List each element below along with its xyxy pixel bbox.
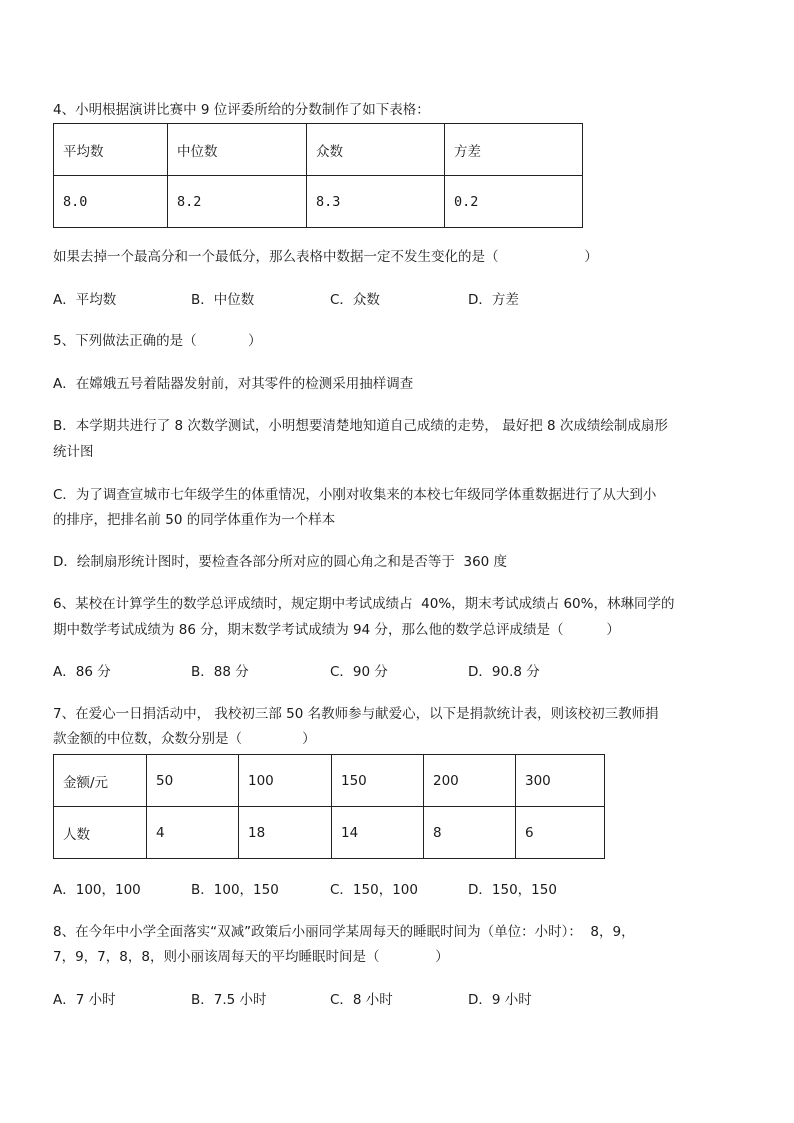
q6-option-b: B．88 分: [191, 664, 249, 680]
q7-count-cell: 18: [239, 807, 332, 859]
q7-option-c: C．150，100: [330, 882, 418, 898]
q7-option-a: A．100，100: [53, 882, 141, 898]
q7-amount-cell: 100: [239, 755, 332, 807]
q7-header-count: 人数: [54, 807, 147, 859]
q7-option-d: D．150，150: [468, 882, 557, 898]
q7-amount-cell: 200: [424, 755, 516, 807]
q4-stem: 4、小明根据演讲比赛中 9 位评委所给的分数制作了如下表格：: [53, 102, 430, 118]
q5-option-c-line1: C．为了调查宣城市七年级学生的体重情况，小刚对收集来的本校七年级同学体重数据进行了从大到小: [53, 487, 657, 503]
q7-count-cell: 4: [147, 807, 239, 859]
q4-option-a: A．平均数: [53, 292, 117, 308]
q5-option-b-line1: B．本学期共进行了 8 次数学测试，小明想要清楚地知道自己成绩的走势， 最好把 8 次成绩绘制成扇形: [53, 418, 668, 434]
q8-option-d: D．9 小时: [468, 992, 532, 1008]
q4-score-table: [53, 123, 583, 228]
q4-option-b: B．中位数: [191, 292, 255, 308]
q5-option-d: D．绘制扇形统计图时，要检查各部分所对应的圆心角之和是否等于 360 度: [53, 554, 508, 570]
q8-option-c: C．8 小时: [330, 992, 393, 1008]
q4-value-mode: 8.3: [307, 176, 445, 228]
q4-option-c: C．众数: [330, 292, 380, 308]
q8-line2: 7，9，7，8，8，则小丽该周每天的平均睡眠时间是（ ）: [53, 949, 449, 965]
q7-header-amount: 金额/元: [54, 755, 147, 807]
q7-count-cell: 6: [516, 807, 605, 859]
q7-line1: 7、在爱心一日捐活动中， 我校初三部 50 名教师参与献爱心，以下是捐款统计表，则该校初三教师捐: [53, 706, 659, 722]
q7-count-cell: 14: [332, 807, 424, 859]
q6-option-c: C．90 分: [330, 664, 388, 680]
q7-amount-cell: 300: [516, 755, 605, 807]
q6-option-d: D．90.8 分: [468, 664, 540, 680]
q4-header-mean: 平均数: [54, 124, 168, 176]
q7-donation-table: [53, 754, 605, 859]
q6-option-a: A．86 分: [53, 664, 111, 680]
q5-option-b-line2: 统计图: [53, 444, 94, 460]
q4-header-mode: 众数: [307, 124, 445, 176]
q8-line1: 8、在今年中小学全面落实“双减”政策后小丽同学某周每天的睡眠时间为（单位：小时）： 8，9，: [53, 924, 635, 940]
q4-header-median: 中位数: [168, 124, 307, 176]
q5-option-a: A．在嫦娥五号着陆器发射前，对其零件的检测采用抽样调查: [53, 376, 414, 392]
q6-line1: 6、某校在计算学生的数学总评成绩时，规定期中考试成绩占 40%，期末考试成绩占 60%，林琳同学的: [53, 596, 675, 612]
q7-amount-cell: 150: [332, 755, 424, 807]
q4-option-d: D．方差: [468, 292, 519, 308]
q7-option-b: B．100，150: [191, 882, 279, 898]
q4-value-median: 8.2: [168, 176, 307, 228]
q4-value-variance: 0.2: [445, 176, 583, 228]
q6-line2: 期中数学考试成绩为 86 分，期末数学考试成绩为 94 分，那么他的数学总评成绩是（ ）: [53, 622, 620, 638]
q4-value-mean: 8.0: [54, 176, 168, 228]
q7-count-cell: 8: [424, 807, 516, 859]
q8-option-a: A．7 小时: [53, 992, 116, 1008]
q5-option-c-line2: 的排序，把排名前 50 的同学体重作为一个样本: [53, 512, 336, 528]
q8-option-b: B．7.5 小时: [191, 992, 267, 1008]
q7-line2: 款金额的中位数，众数分别是（ ）: [53, 731, 316, 747]
q4-header-variance: 方差: [445, 124, 583, 176]
q4-question: 如果去掉一个最高分和一个最低分，那么表格中数据一定不发生变化的是（ ）: [53, 249, 598, 265]
q5-stem: 5、下列做法正确的是（ ）: [53, 333, 262, 349]
q7-amount-cell: 50: [147, 755, 239, 807]
